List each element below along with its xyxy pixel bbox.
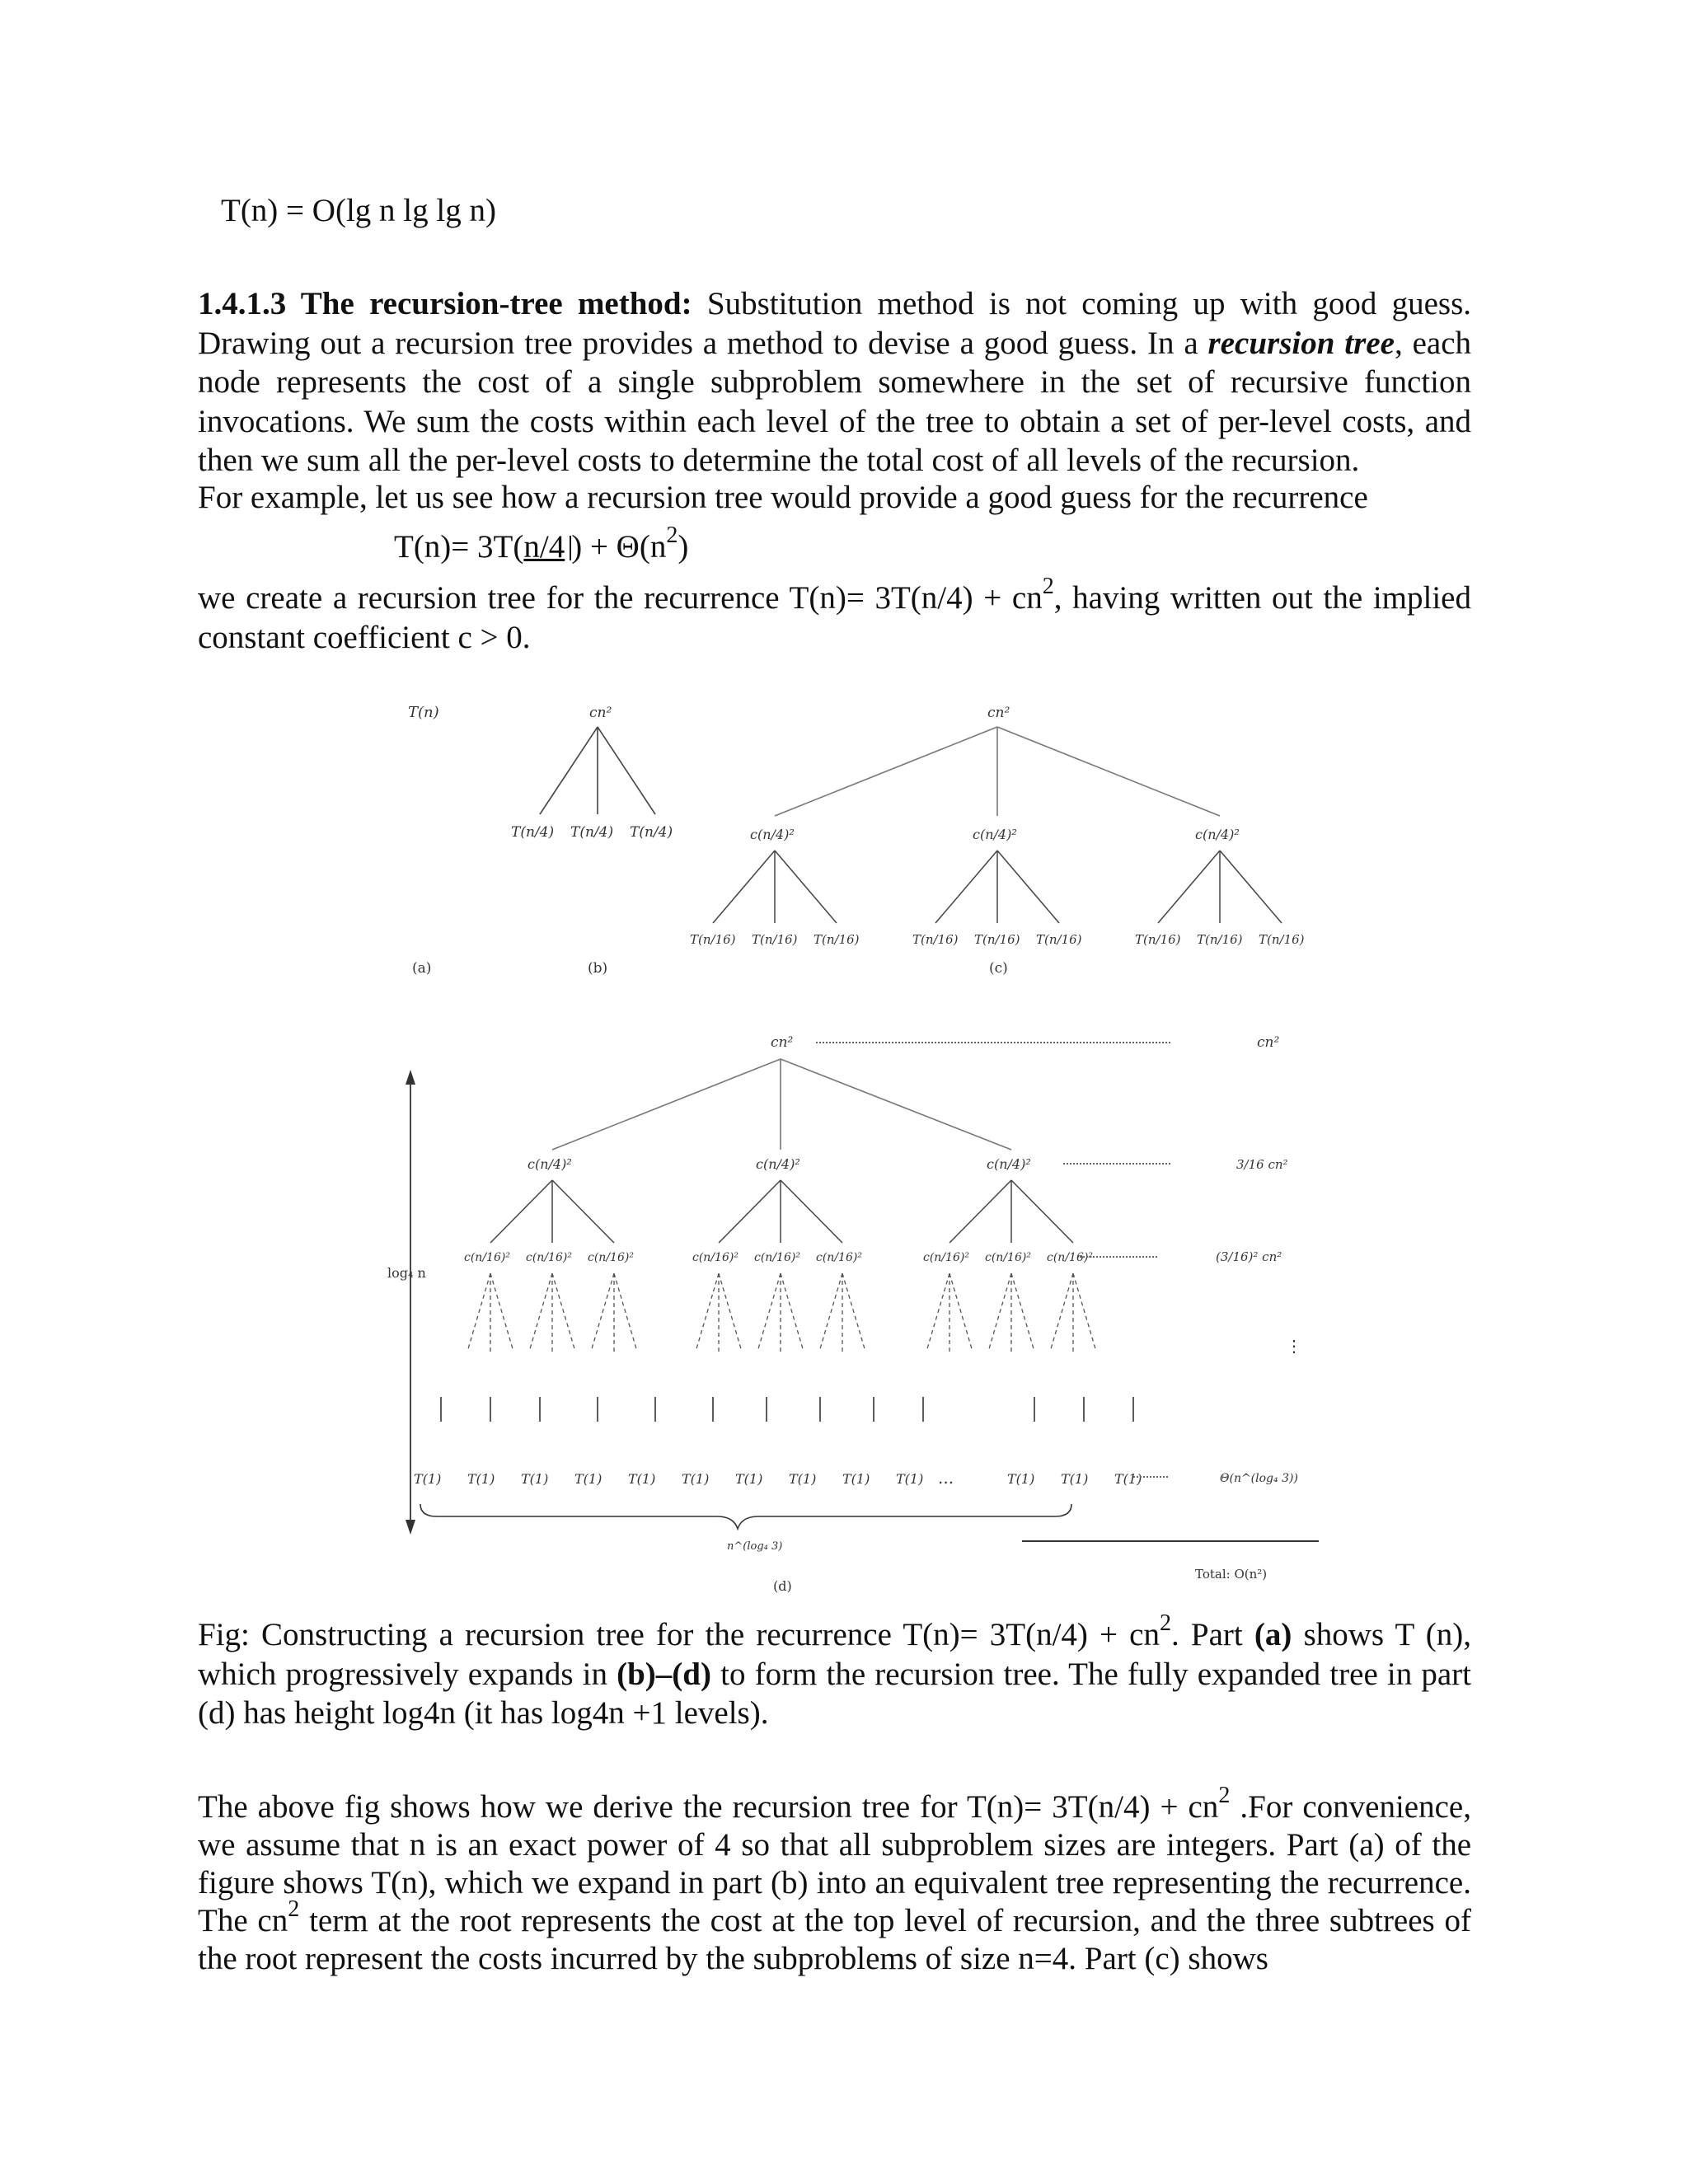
part-c-leaf-8: T(n/16) (1197, 932, 1243, 947)
d-dashed-edge (591, 1273, 614, 1352)
example-intro: For example, let us see how a recursion tree would provide a good guess for the recurrence (198, 480, 1368, 515)
d-dashed-edge (467, 1273, 490, 1352)
d-leaf-8: T(1) (789, 1471, 817, 1487)
d-dashed-edge (988, 1273, 1011, 1352)
caption-part-a: (a) (1254, 1617, 1292, 1652)
d-level2-node-4: c(n/16)² (692, 1251, 738, 1264)
part-c-leaf-5: T(n/16) (974, 932, 1020, 947)
label-b: (b) (588, 960, 608, 977)
level-cost-0: cn² (1257, 1034, 1280, 1051)
d-dashed-edge (696, 1273, 719, 1352)
d-leaf-1: T(1) (414, 1471, 442, 1487)
part-c-leaf-3: T(n/16) (814, 932, 860, 947)
d-level2-node-1: c(n/16)² (464, 1251, 510, 1264)
d-level1-node-3: c(n/4)² (987, 1156, 1031, 1172)
d-dashed-edge (1073, 1273, 1096, 1352)
d-leaf-12: T(1) (1061, 1471, 1089, 1487)
floor-bracket (565, 536, 571, 560)
part-c-leaves (690, 932, 1305, 947)
level-cost-2: (3/16)² cn² (1216, 1249, 1282, 1264)
part-c-root: cn² (987, 705, 1010, 721)
label-a: (a) (412, 960, 432, 977)
part-c-leaf-1: T(n/16) (690, 932, 736, 947)
d-dashed-edge (757, 1273, 781, 1352)
d-dashed-edge (950, 1273, 973, 1352)
d-dashed-edge (819, 1273, 842, 1352)
leaves-brace (420, 1504, 1071, 1529)
body-text-2: .For convenience, we assume that n is an exact power of 4 so that all subproblem sizes are integers. Part (a) of the figure shows T(n), which we expand in part (b) into an equivalent tree representing the recurrence. The cn (198, 1789, 1471, 1938)
part-c-subtree-edge (1220, 851, 1282, 923)
part-c-leaf-2: T(n/16) (752, 932, 798, 947)
d-root: cn² (771, 1034, 794, 1051)
d-level2-node-8: c(n/16)² (985, 1251, 1031, 1264)
d-dashed-edge (842, 1273, 865, 1352)
d-dashed-edge (781, 1273, 804, 1352)
d-level2-edge (1011, 1180, 1073, 1243)
d-level2-node-6: c(n/16)² (816, 1251, 862, 1264)
d-dashed-edge (552, 1273, 575, 1352)
part-c-leaf-9: T(n/16) (1259, 932, 1305, 947)
part-c-level1-3: c(n/4)² (1195, 827, 1240, 842)
recurrence-equation (394, 522, 689, 567)
d-level2-node-2: c(n/16)² (526, 1251, 572, 1264)
level-cost-dots: ⋮ (1286, 1336, 1302, 1356)
d-leaf-13: T(1) (1114, 1471, 1142, 1487)
leaves-count: n^(log₄ 3) (727, 1540, 783, 1553)
caption-text-2: . Part (1171, 1617, 1243, 1652)
body-paragraph (198, 1782, 1472, 1978)
eq-part: T(n)= 3T( (394, 529, 524, 565)
top-equation: T(n) = O(lg n lg lg n) (221, 193, 496, 228)
part-c-subtree-edges (713, 851, 1282, 923)
body-text: The above fig shows how we derive the recursion tree for T(n)= 3T(n/4) + cn (198, 1789, 1219, 1825)
figure-caption (198, 1610, 1472, 1733)
d-level2-edge (719, 1180, 781, 1243)
eq-part-2: ) + Θ(n (571, 529, 667, 565)
caption-text: Fig: Constructing a recursion tree for the recurrence T(n)= 3T(n/4) + cn (198, 1617, 1160, 1652)
part-c-edges (775, 727, 1220, 816)
part-c-subtree-edge (1158, 851, 1220, 923)
d-leaf-10: T(1) (896, 1471, 924, 1487)
d-dashed-edge (1050, 1273, 1073, 1352)
d-level2-edge (490, 1180, 552, 1243)
d-dashed-edge (614, 1273, 637, 1352)
d-leaf-4: T(1) (574, 1471, 603, 1487)
d-leaves (414, 1471, 1142, 1487)
body-sup-2: 2 (288, 1896, 300, 1922)
part-b-edges (540, 727, 655, 814)
d-leaf-2: T(1) (467, 1471, 495, 1487)
tree-intro-text-2: , having written out the implied constant coefficient c > 0. (198, 580, 1471, 655)
part-c-subtree-edge (775, 851, 837, 923)
level-cost-leaves: Θ(n^(log₄ 3)) (1220, 1472, 1298, 1485)
d-dashed-edges (467, 1273, 1096, 1352)
d-leaf-5: T(1) (628, 1471, 656, 1487)
d-level2-nodes (464, 1251, 1093, 1264)
d-leaf-bars (441, 1397, 1133, 1422)
d-level2-node-3: c(n/16)² (588, 1251, 634, 1264)
d-level1-node-2: c(n/4)² (756, 1156, 800, 1172)
caption-sup: 2 (1159, 1610, 1172, 1636)
tree-intro-text: we create a recursion tree for the recurrence T(n)= 3T(n/4) + cn (198, 580, 1043, 616)
tree-intro-paragraph (198, 573, 1471, 657)
eq-close: ) (678, 529, 689, 565)
tree-intro-sup: 2 (1042, 573, 1054, 599)
eq-floor-arg: n/4 (523, 529, 565, 565)
label-c: (c) (989, 960, 1008, 977)
paragraph-text-cont: , each node represents the cost of a single subproblem somewhere in the set of recursive function invocations. We sum the costs within each level of the tree to obtain a set of per-level costs, and then we sum all the per-level costs to determine the total cost of all levels of the recursion. (198, 325, 1472, 478)
d-dashed-edge (926, 1273, 950, 1352)
part-b-root: cn² (589, 705, 612, 721)
height-arrow-up (406, 1070, 415, 1085)
recursion-tree-term: recursion tree (1207, 325, 1395, 361)
d-dashed-edge (1011, 1273, 1034, 1352)
d-level2-node-5: c(n/16)² (754, 1251, 800, 1264)
label-d: (d) (773, 1578, 792, 1594)
d-dashed-edge (719, 1273, 742, 1352)
d-leaf-9: T(1) (842, 1471, 870, 1487)
body-sup-1: 2 (1218, 1782, 1231, 1808)
part-c-leaf-6: T(n/16) (1036, 932, 1082, 947)
d-dashed-edge (529, 1273, 552, 1352)
recursion-tree-figure (387, 692, 1335, 1594)
d-level2-node-9: c(n/16)² (1047, 1251, 1093, 1264)
level-cost-1: 3/16 cn² (1236, 1157, 1288, 1172)
d-leaf-7: T(1) (735, 1471, 763, 1487)
height-arrow-down (406, 1520, 415, 1535)
total-cost: Total: O(n²) (1195, 1567, 1268, 1582)
section-heading: 1.4.1.3 The recursion-tree method: (198, 286, 692, 321)
part-c-level1-1: c(n/4)² (750, 827, 795, 842)
d-level2-node-7: c(n/16)² (923, 1251, 969, 1264)
d-dashed-edge (490, 1273, 513, 1352)
paragraph-text: Substitution method is not coming up with good guess. Drawing out a recursion tree provides a method to devise a good guess. In a (198, 286, 1472, 361)
section-paragraph (198, 284, 1471, 480)
caption-part-bd: (b)–(d) (617, 1656, 711, 1692)
body-text-3: term at the root represents the cost at the top level of recursion, and the three subtrees of the root represent the costs incurred by the subproblems of size n=4. Part (c) shows (198, 1903, 1472, 1976)
d-level1-edges (552, 1059, 1011, 1150)
part-b-child-2: T(n/4) (570, 824, 614, 841)
part-c-subtree-edge (935, 851, 997, 923)
d-level2-edges (490, 1180, 1073, 1243)
eq-sup: 2 (666, 522, 678, 548)
d-leaf-ellipsis: ... (938, 1468, 954, 1488)
part-c-leaf-7: T(n/16) (1135, 932, 1181, 947)
caption-text-4: to form the recursion tree. The fully expanded tree in part (d) has height log4n (it has log4n +1 levels). (198, 1656, 1471, 1731)
d-level2-edge (950, 1180, 1011, 1243)
d-leaf-6: T(1) (682, 1471, 710, 1487)
part-a-node: T(n) (408, 704, 439, 721)
d-level1-node-1: c(n/4)² (528, 1156, 572, 1172)
height-label: log₄ n (387, 1265, 426, 1281)
d-leaf-11: T(1) (1007, 1471, 1035, 1487)
caption-text-3: shows T (n), which progressively expands in (198, 1617, 1472, 1692)
part-c-subtree-edge (997, 851, 1059, 923)
part-c-leaf-4: T(n/16) (912, 932, 959, 947)
d-level2-edge (781, 1180, 842, 1243)
part-c-level1-2: c(n/4)² (973, 827, 1017, 842)
part-c-subtree-edge (713, 851, 775, 923)
part-b-child-1: T(n/4) (511, 824, 555, 841)
part-b-child-3: T(n/4) (630, 824, 673, 841)
d-level2-edge (552, 1180, 614, 1243)
d-leaf-3: T(1) (521, 1471, 549, 1487)
